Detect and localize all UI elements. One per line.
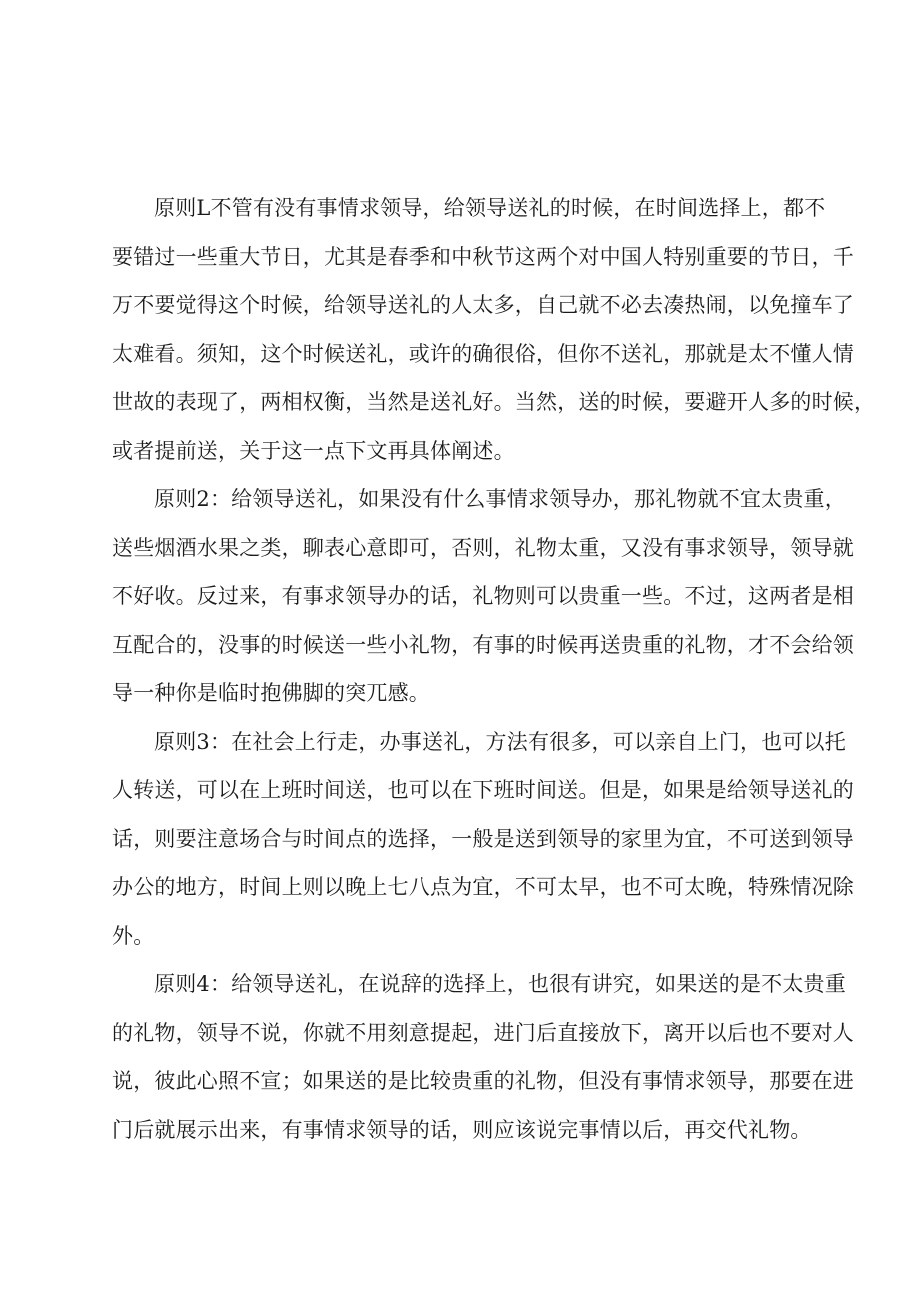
text-line: 互配合的，没事的时候送一些小礼物，有事的时候再送贵重的礼物，才不会给领 <box>112 632 854 657</box>
paragraph-principle-2 <box>112 475 854 718</box>
text-line: 不好收。反过来，有事求领导办的话，礼物则可以贵重一些。不过，这两者是相 <box>112 584 854 608</box>
text-line: 原则3：在社会上行走，办事送礼，方法有很多，可以亲自上门，也可以托 <box>154 729 846 754</box>
text-line: 外。 <box>112 923 155 948</box>
text-line: 办公的地方，时间上则以晚上七八点为宜，不可太早，也不可太晚，特殊情况除 <box>112 875 854 899</box>
text-line: 导一种你是临时抱佛脚的突兀感。 <box>112 681 430 705</box>
text-line: 万不要觉得这个时候，给领导送礼的人太多，自己就不必去凑热闹，以免撞车了 <box>112 293 854 317</box>
text-line: 送些烟酒水果之类，聊表心意即可，否则，礼物太重，又没有事求领导，领导就 <box>112 535 854 560</box>
text-line: 原则4：给领导送礼，在说辞的选择上，也很有讲究，如果送的是不太贵重 <box>154 972 846 996</box>
text-line: 人转送，可以在上班时间送，也可以在下班时间送。但是，如果是给领导送礼的 <box>112 778 854 802</box>
text-line: 原则2：给领导送礼，如果没有什么事情求领导办，那礼物就不宜太贵重， <box>154 487 846 511</box>
text-line: 要错过一些重大节日，尤其是春季和中秋节这两个对中国人特别重要的节日，千 <box>112 244 854 269</box>
text-line: 说，彼此心照不宣；如果送的是比较贵重的礼物，但没有事情求领导，那要在进 <box>112 1069 854 1093</box>
text-line: 或者提前送，关于这一点下文再具体阐述。 <box>112 438 515 463</box>
text-line: 太难看。须知，这个时候送礼，或许的确很俗，但你不送礼，那就是太不懂人情 <box>112 341 854 366</box>
text-line: 门后就展示出来，有事情求领导的话，则应该说完事情以后，再交代礼物。 <box>112 1117 812 1142</box>
text-line: 原则L不管有没有事情求领导，给领导送礼的时候，在时间选择上，都不 <box>154 196 826 220</box>
document-body <box>112 184 876 1154</box>
paragraph-principle-3 <box>112 718 854 961</box>
text-line: 世故的表现了，两相权衡，当然是送礼好。当然，送的时候，要避开人多的时候， <box>112 390 876 414</box>
paragraph-principle-1 <box>112 184 876 475</box>
paragraph-principle-4 <box>112 960 854 1154</box>
text-line: 的礼物，领导不说，你就不用刻意提起，进门后直接放下，离开以后也不要对人 <box>112 1020 854 1045</box>
text-line: 话，则要注意场合与时间点的选择，一般是送到领导的家里为宜，不可送到领导 <box>112 826 854 851</box>
